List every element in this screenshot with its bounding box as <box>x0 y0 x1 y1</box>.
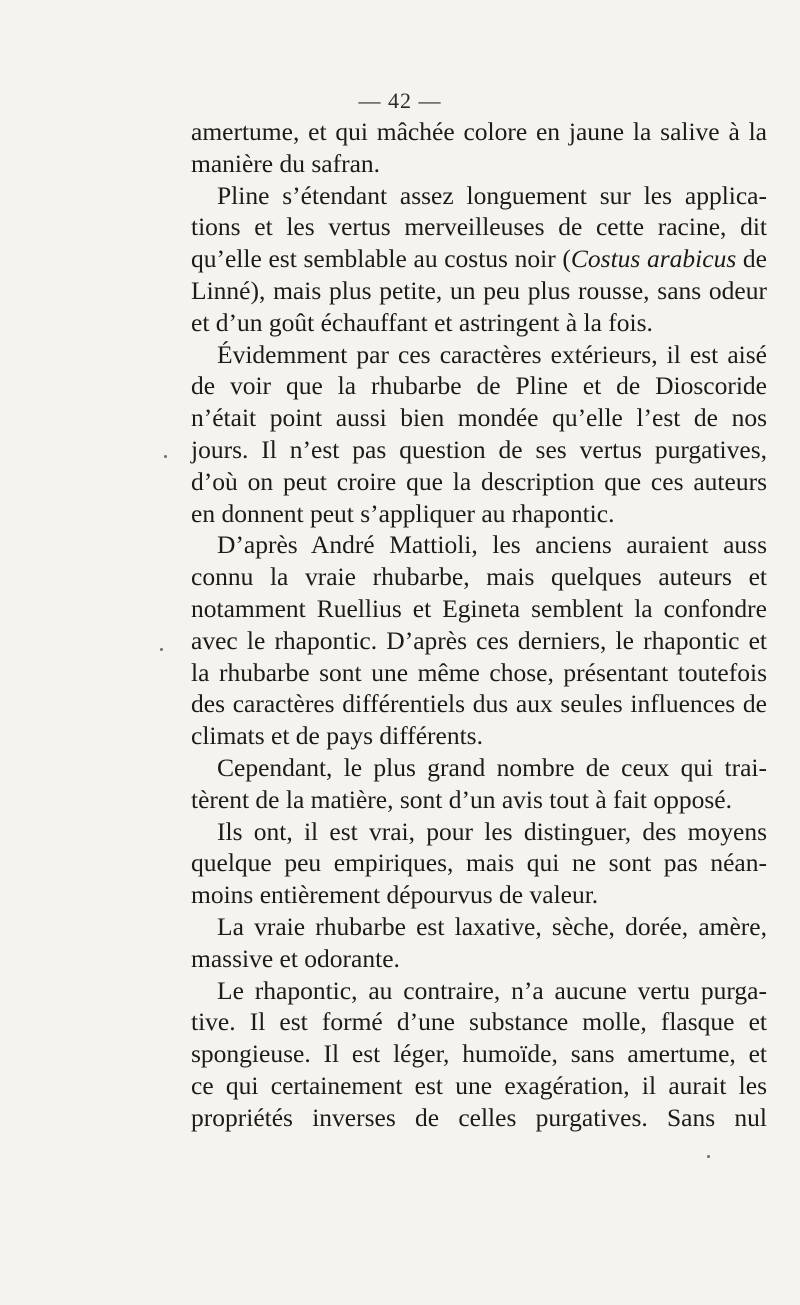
text-line: des caractères différentiels dus aux seules influences de <box>191 689 767 719</box>
text-line: connu la vraie rhubarbe, mais quelques auteurs et <box>191 562 767 592</box>
text-line: spongieuse. Il est léger, humoïde, sans amertume, et <box>191 1039 767 1069</box>
print-speck <box>160 648 163 651</box>
text-line: moins entièrement dépourvus de valeur. <box>191 880 599 910</box>
text-line: de voir que la rhubarbe de Pline et de Dioscoride <box>191 371 767 401</box>
text-line: en donnent peut s’appliquer au rhapontic. <box>191 498 615 528</box>
text-line: tions et les vertus merveilleuses de cette racine, dit <box>191 212 767 242</box>
text-line: la rhubarbe sont une même chose, présentant toutefois <box>191 657 767 687</box>
text-segment: qu’elle est semblable au costus noir ( <box>191 244 571 274</box>
text-line: La vraie rhubarbe est laxative, sèche, dorée, amère, <box>217 911 767 941</box>
text-line: Ils ont, il est vrai, pour les distinguer, des moyens <box>217 816 767 846</box>
body-text <box>191 116 767 1134</box>
text-line: propriétés inverses de celles purgatives. Sans nul <box>191 1102 767 1132</box>
text-line: avec le rhapontic. D’après ces derniers, le rhapontic et <box>191 625 767 655</box>
text-line: manière du safran. <box>191 148 381 178</box>
text-line: Cependant, le plus grand nombre de ceux qui trai- <box>217 752 767 782</box>
italic-term: Costus arabicus <box>570 244 737 274</box>
text-segment: de <box>736 244 767 274</box>
text-line: tive. Il est formé d’une substance molle, flasque et <box>191 1007 767 1037</box>
text-line: ce qui certainement est une exagération, il aurait les <box>191 1070 767 1100</box>
text-line: notamment Ruellius et Egineta semblent la confondre <box>191 593 767 623</box>
text-line: D’après André Mattioli, les anciens auraient auss <box>217 530 767 560</box>
text-line: Pline s’étendant assez longuement sur les applica- <box>217 180 767 210</box>
print-speck <box>707 1155 710 1158</box>
text-line: amertume, et qui mâchée colore en jaune la salive à la <box>191 117 767 146</box>
print-speck <box>164 455 167 458</box>
text-line: Linné), mais plus petite, un peu plus rousse, sans odeur <box>191 275 767 305</box>
text-line <box>191 243 767 275</box>
text-line: n’était point aussi bien mondée qu’elle l’est de nos <box>191 403 767 433</box>
page-number: — 42 — <box>358 88 442 113</box>
text-line: d’où on peut croire que la description que ces auteurs <box>191 466 767 496</box>
text-line: et d’un goût échauffant et astringent à la fois. <box>191 307 653 337</box>
text-line: massive et odorante. <box>191 943 400 973</box>
text-line: Évidemment par ces caractères extérieurs, il est aisé <box>217 339 767 369</box>
text-line: climats et de pays différents. <box>191 721 483 751</box>
text-line: tèrent de la matière, sont d’un avis tout à fait opposé. <box>191 784 733 814</box>
text-line: jours. Il n’est pas question de ses vertus purgatives, <box>191 434 767 464</box>
text-line: quelque peu empiriques, mais qui ne sont pas néan- <box>191 848 767 878</box>
text-line: Le rhapontic, au contraire, n’a aucune vertu purga- <box>217 975 767 1005</box>
